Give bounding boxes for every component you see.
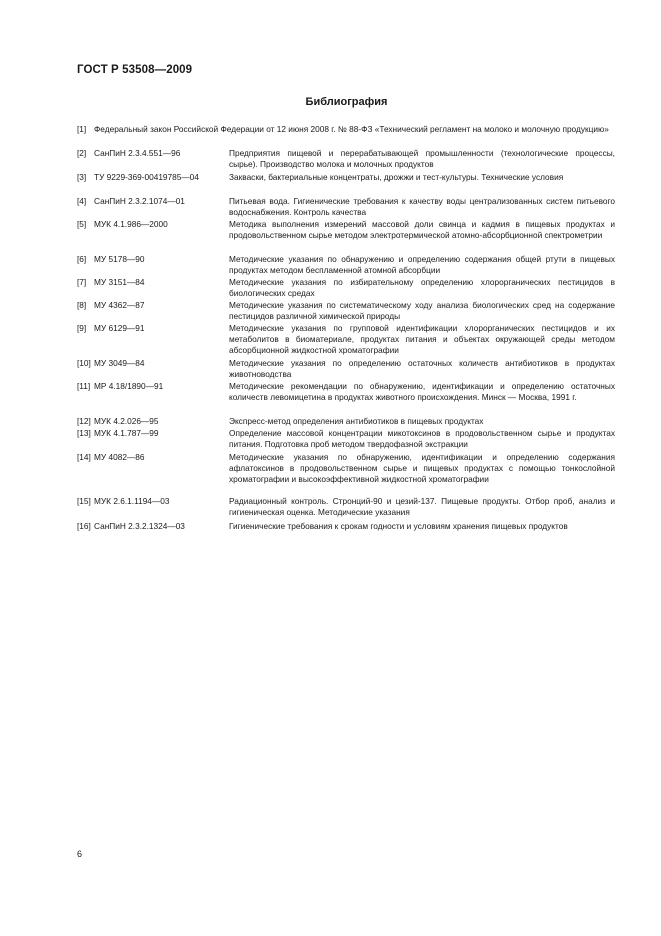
entry-text: Питьевая вода. Гигиенические требования к качеству воды централизованных систем питьевого водоснабжения. Контроль качества	[229, 196, 615, 218]
entry-code: СанПиН 2.3.2.1324—03	[94, 521, 185, 531]
entry-number: [10]	[77, 358, 91, 368]
entry-number: [12]	[77, 416, 91, 426]
entry-code: МУ 3049—84	[94, 358, 145, 368]
entry-number: [7]	[77, 277, 87, 287]
entry-number: [14]	[77, 452, 91, 462]
entry-number: [8]	[77, 300, 87, 310]
entry-code: МУ 4362—87	[94, 300, 145, 310]
entry-code: МУК 4.2.026—95	[94, 416, 159, 426]
page-number: 6	[77, 849, 83, 859]
entry-text: Предприятия пищевой и перерабатывающей промышленности (технологические процессы, сырье). Производство молока и молочных продуктов	[229, 148, 615, 170]
entry-text: Методические указания по избирательному определению хлорорганических пестицидов в биологических средах	[229, 277, 615, 299]
entry-number: [2]	[77, 148, 87, 158]
entry-text: Методические указания по обнаружению и определению содержания общей ртути в пищевых продуктах методом беспламенной атомной абсорбции	[229, 254, 615, 276]
entry-text: Методические указания по обнаружению, идентификации и определению содержания афлатоксинов в продовольственном сырье и пищевых продуктах с помощью тонкослойной хроматографии и высокоэффективной жидкостной хроматографии	[229, 452, 615, 485]
entry-code: МР 4.18/1890—91	[94, 381, 164, 391]
entry-text: Закваски, бактериальные концентраты, дрожжи и тест-культуры. Технические условия	[229, 172, 564, 182]
entry-code: МУК 4.1.787—99	[94, 428, 159, 438]
entry-code: ТУ 9229-369-00419785—04	[94, 172, 199, 182]
entry-number: [3]	[77, 172, 87, 182]
entry-text: Методические рекомендации по обнаружению, идентификации и определению остаточных количеств левомицетина в продуктах животного происхождения. Минск — Москва, 1991 г.	[229, 381, 615, 403]
bibliography-entry-1	[77, 124, 615, 135]
document-code: ГОСТ Р 53508—2009	[77, 64, 193, 76]
entry-text: Экспресс-метод определения антибиотиков в пищевых продуктах	[229, 416, 484, 426]
entry-code: СанПиН 2.3.2.1074—01	[94, 196, 185, 206]
entry-number: [5]	[77, 219, 87, 229]
bibliography-title: Библиография	[305, 96, 388, 108]
entry-text: Радиационный контроль. Стронций-90 и цезий-137. Пищевые продукты. Отбор проб, анализ и гигиеническая оценка. Методические указания	[229, 496, 615, 518]
entry-text: Методические указания по определению остаточных количеств антибиотиков в продуктах животноводства	[229, 358, 615, 380]
entry-number: [16]	[77, 521, 91, 531]
entry-code: СанПиН 2.3.4.551—96	[94, 148, 181, 158]
entry-code: МУК 2.6.1.1194—03	[94, 496, 170, 506]
entry-code: МУ 5178—90	[94, 254, 145, 264]
entry-text: Методические указания по групповой идентификации хлорорганических пестицидов и их метаболитов в биоматериале, продуктах питания и объектах окружающей среды методом абсорбционной жидкостной хроматографии	[229, 323, 615, 356]
entry-number: [4]	[77, 196, 87, 206]
entry-text: Методические указания по систематическому ходу анализа биологических сред на содержание пестицидов различной химической природы	[229, 300, 615, 322]
entry-code: МУ 6129—91	[94, 323, 145, 333]
entry-number: [15]	[77, 496, 91, 506]
entry-number: [13]	[77, 428, 91, 438]
entry-text: Федеральный закон Российской Федерации от 12 июня 2008 г. № 88-ФЗ «Технический регламент на молоко и молочную продукцию»	[94, 124, 609, 134]
entry-number: [9]	[77, 323, 87, 333]
entry-text: Определение массовой концентрации микотоксинов в продовольственном сырье и продуктах питания. Подготовка проб методом твердофазной экстракции	[229, 428, 615, 450]
entry-code: МУ 4082—86	[94, 452, 145, 462]
entry-number: [6]	[77, 254, 87, 264]
entry-code: МУ 3151—84	[94, 277, 145, 287]
entry-code: МУК 4.1.986—2000	[94, 219, 168, 229]
entry-text: Методика выполнения измерений массовой доли свинца и кадмия в пищевых продуктах и продовольственном сырье методом электротермической атомно-абсорбционной спектрометрии	[229, 219, 615, 241]
entry-number: [11]	[77, 381, 91, 391]
entry-number: [1]	[77, 124, 87, 134]
entry-text: Гигиенические требования к срокам годности и условиям хранения пищевых продуктов	[229, 521, 568, 531]
